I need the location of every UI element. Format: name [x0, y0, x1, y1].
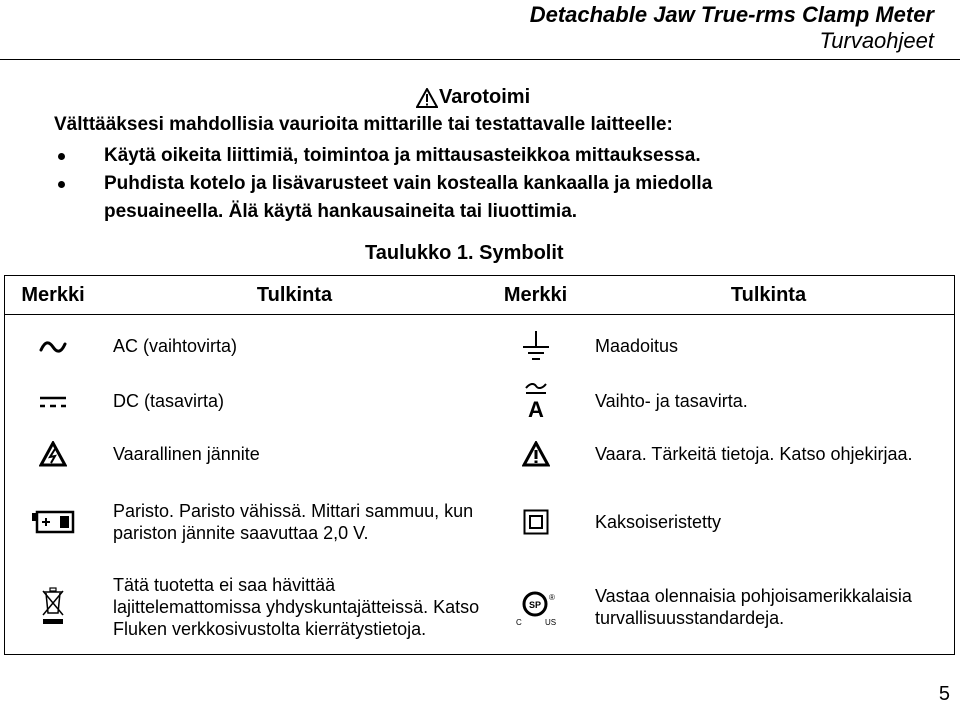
meaning-cell: AC (vaihtovirta)	[113, 335, 238, 356]
registered-mark: ®	[548, 593, 555, 603]
csa-us-label: US	[544, 618, 556, 628]
table-row	[5, 483, 955, 561]
current-letter: A	[527, 396, 544, 420]
column-header: Tulkinta	[101, 276, 488, 315]
symbol-cell	[488, 561, 583, 655]
document-subtitle: Turvaohjeet	[819, 28, 934, 53]
list-item	[54, 142, 814, 170]
symbol-cell	[5, 561, 102, 655]
ac-dc-current-icon	[521, 382, 551, 420]
warning-triangle-icon	[522, 441, 550, 467]
list-item-text: Puhdista kotelo ja lisävarusteet vain kostealla kankaalla ja miedolla pesuaineella. Älä käytä hankausaineita tai liuottimia.	[104, 173, 713, 222]
meaning-cell: Kaksoiseristetty	[595, 511, 722, 532]
hazardous-voltage-icon	[39, 441, 67, 467]
table-row	[5, 425, 955, 483]
ground-icon	[520, 329, 552, 363]
symbol-cell	[5, 315, 102, 377]
bullet-icon	[58, 181, 65, 188]
header-divider	[0, 59, 960, 60]
table-header-row	[5, 276, 955, 315]
table-row	[5, 561, 955, 655]
warning-triangle-icon	[416, 88, 438, 108]
weee-bin-icon	[39, 587, 67, 627]
meaning-cell: Maadoitus	[595, 335, 679, 356]
table-caption: Taulukko 1. Symbolit	[365, 242, 564, 264]
meaning-cell: DC (tasavirta)	[113, 390, 225, 411]
meaning-cell: Vastaa olennaisia pohjoisamerikkalaisia turvallisuusstandardeja.	[595, 586, 912, 629]
warning-heading	[416, 86, 530, 109]
symbol-cell	[5, 483, 102, 561]
meaning-cell: Paristo. Paristo vähissä. Mittari sammuu, kun pariston jännite saavuttaa 2,0 V.	[113, 500, 474, 543]
list-item-text: Käytä oikeita liittimiä, toimintoa ja mittausasteikkoa mittauksessa.	[104, 145, 701, 166]
warning-list	[54, 142, 814, 226]
symbol-cell	[488, 315, 583, 377]
table-row	[5, 377, 955, 425]
column-header: Merkki	[488, 276, 583, 315]
list-item	[54, 170, 814, 226]
symbol-cell	[5, 425, 102, 483]
warning-title: Varotoimi	[439, 86, 531, 108]
meaning-cell: Vaarallinen jännite	[113, 443, 260, 464]
symbols-table	[4, 275, 955, 655]
svg-text:SP: SP	[528, 600, 541, 611]
meaning-cell: Vaihto- ja tasavirta.	[595, 390, 748, 411]
ac-wave-icon	[38, 339, 68, 355]
symbol-cell	[488, 483, 583, 561]
meaning-cell: Tätä tuotetta ei saa hävittää lajittelemattomissa yhdyskuntajätteissä. Katso Fluken verkkosivustolta kierrätystietoja.	[113, 575, 480, 640]
table-row	[5, 315, 955, 377]
csa-mark-icon	[512, 587, 560, 627]
warning-intro: Välttääksesi mahdollisia vaurioita mittarille tai testattavalle laitteelle:	[54, 114, 673, 135]
dc-icon	[38, 395, 68, 409]
column-header: Merkki	[5, 276, 102, 315]
double-insulation-icon	[523, 509, 549, 535]
bullet-icon	[58, 153, 65, 160]
symbol-cell	[488, 425, 583, 483]
document-title: Detachable Jaw True-rms Clamp Meter	[529, 2, 934, 27]
page-number: 5	[938, 683, 950, 705]
csa-c-label: C	[515, 618, 522, 628]
symbol-cell	[488, 377, 583, 425]
meaning-cell: Vaara. Tärkeitä tietoja. Katso ohjekirjaa.	[595, 443, 913, 464]
symbol-cell	[5, 377, 102, 425]
battery-icon	[30, 510, 76, 534]
column-header: Tulkinta	[583, 276, 955, 315]
